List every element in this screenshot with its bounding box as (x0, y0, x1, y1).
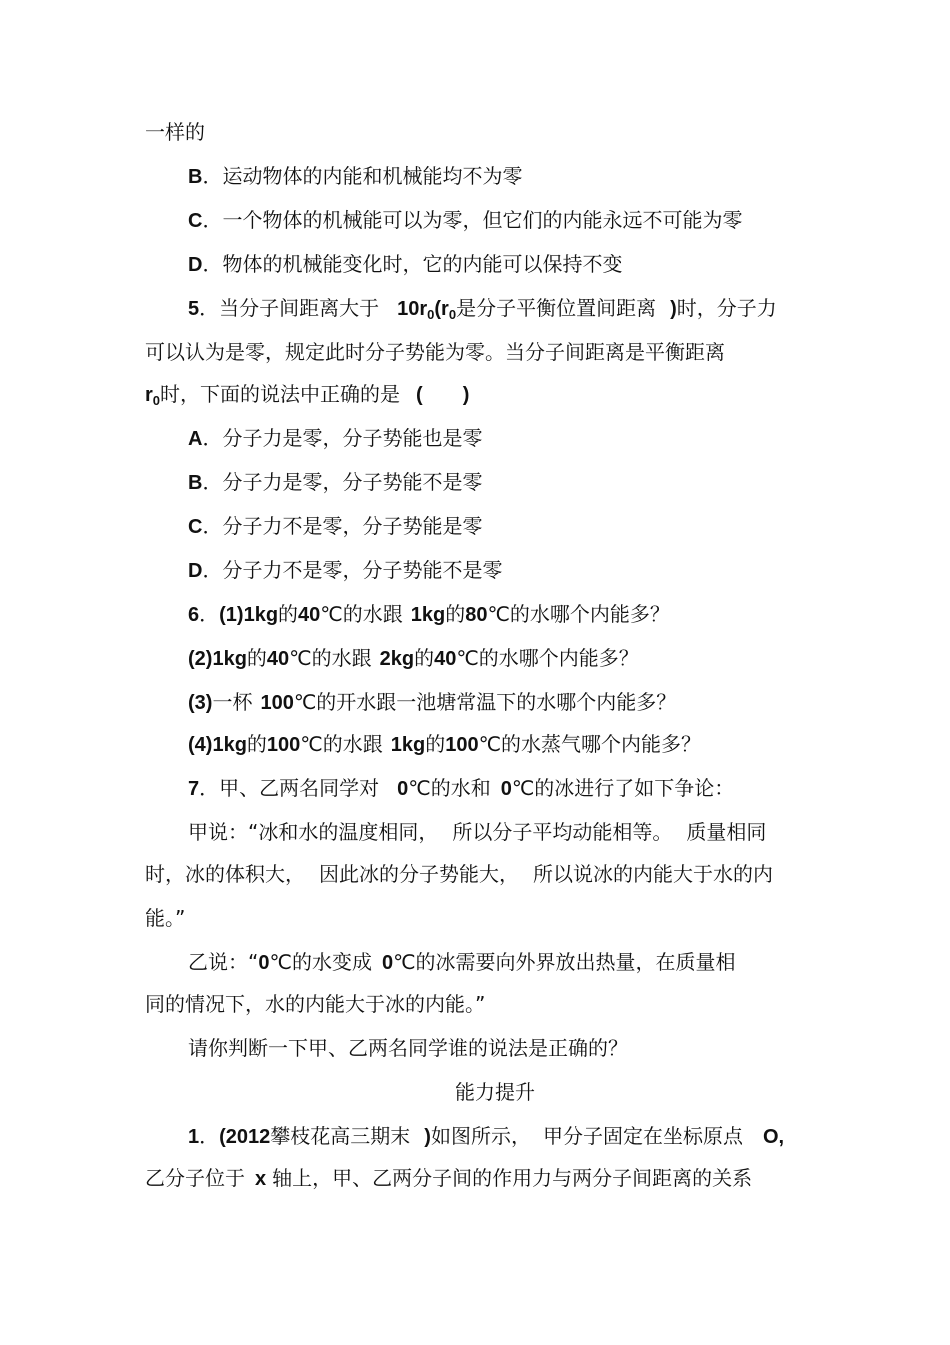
question-6-line: 6．(1)1kg的40℃的水跟 1kg的80℃的水哪个内能多？ (188, 602, 670, 626)
text-line: $r_0$时，下面的说法中正确的是 ( ) (145, 382, 470, 408)
question-1-line: 1．(2012攀枝花高三期末 )如图所示， 甲分子固定在坐标原点 O, (188, 1124, 785, 1148)
option-b-line: B．分子力是零，分子势能不是零 (188, 470, 483, 494)
option-c-line: C．一个物体的机械能可以为零，但它们的内能永远不可能为零 (188, 208, 743, 232)
option-c-line: C．分子力不是零，分子势能是零 (188, 514, 483, 538)
question-6-part-2: (2)1kg的40℃的水跟 2kg的40℃的水哪个内能多？ (188, 646, 639, 670)
text-line: 乙分子位于 x 轴上，甲、乙两分子间的作用力与两分子间距离的关系 (145, 1166, 753, 1190)
text-line: 能。” (145, 906, 186, 930)
text-line: 请你判断一下甲、乙两名同学谁的说法是正确的？ (188, 1036, 628, 1060)
answer-blank-open: ( (416, 384, 423, 406)
text-line: 可以认为是零，规定此时分子势能为零。当分子间距离是平衡距离 (145, 340, 725, 364)
question-7-line: 7．甲、乙两名同学对 0℃的水和 0℃的冰进行了如下争论： (188, 776, 735, 800)
option-d-line: D．物体的机械能变化时，它的内能可以保持不变 (188, 252, 623, 276)
text-line: 一样的 (145, 120, 205, 144)
student-jia-statement: 甲说：“冰和水的温度相同， 所以分子平均动能相等。 质量相同 (188, 820, 767, 844)
answer-blank-close: ) (462, 384, 470, 406)
option-b-line: B．运动物体的内能和机械能均不为零 (188, 164, 523, 188)
section-heading: 能力提升 (455, 1080, 535, 1104)
text-line: 同的情况下，水的内能大于冰的内能。” (145, 992, 486, 1016)
option-a-line: A．分子力是零，分子势能也是零 (188, 426, 483, 450)
question-6-part-4: (4)1kg的100℃的水跟 1kg的100℃的水蒸气哪个内能多？ (188, 732, 702, 756)
question-5-line: 5．当分子间距离大于 $10r_0(r_0$是分子平衡位置间距离 )时，分子力 (188, 296, 777, 322)
text-line: 时，冰的体积大， 因此冰的分子势能大， 所以说冰的内能大于水的内 (145, 862, 773, 886)
student-yi-statement: 乙说：“0℃的水变成 0℃的冰需要向外界放出热量，在质量相 (188, 950, 736, 974)
question-6-part-3: (3)一杯 100℃的开水跟一池塘常温下的水哪个内能多？ (188, 690, 677, 714)
option-d-line: D．分子力不是零，分子势能不是零 (188, 558, 503, 582)
